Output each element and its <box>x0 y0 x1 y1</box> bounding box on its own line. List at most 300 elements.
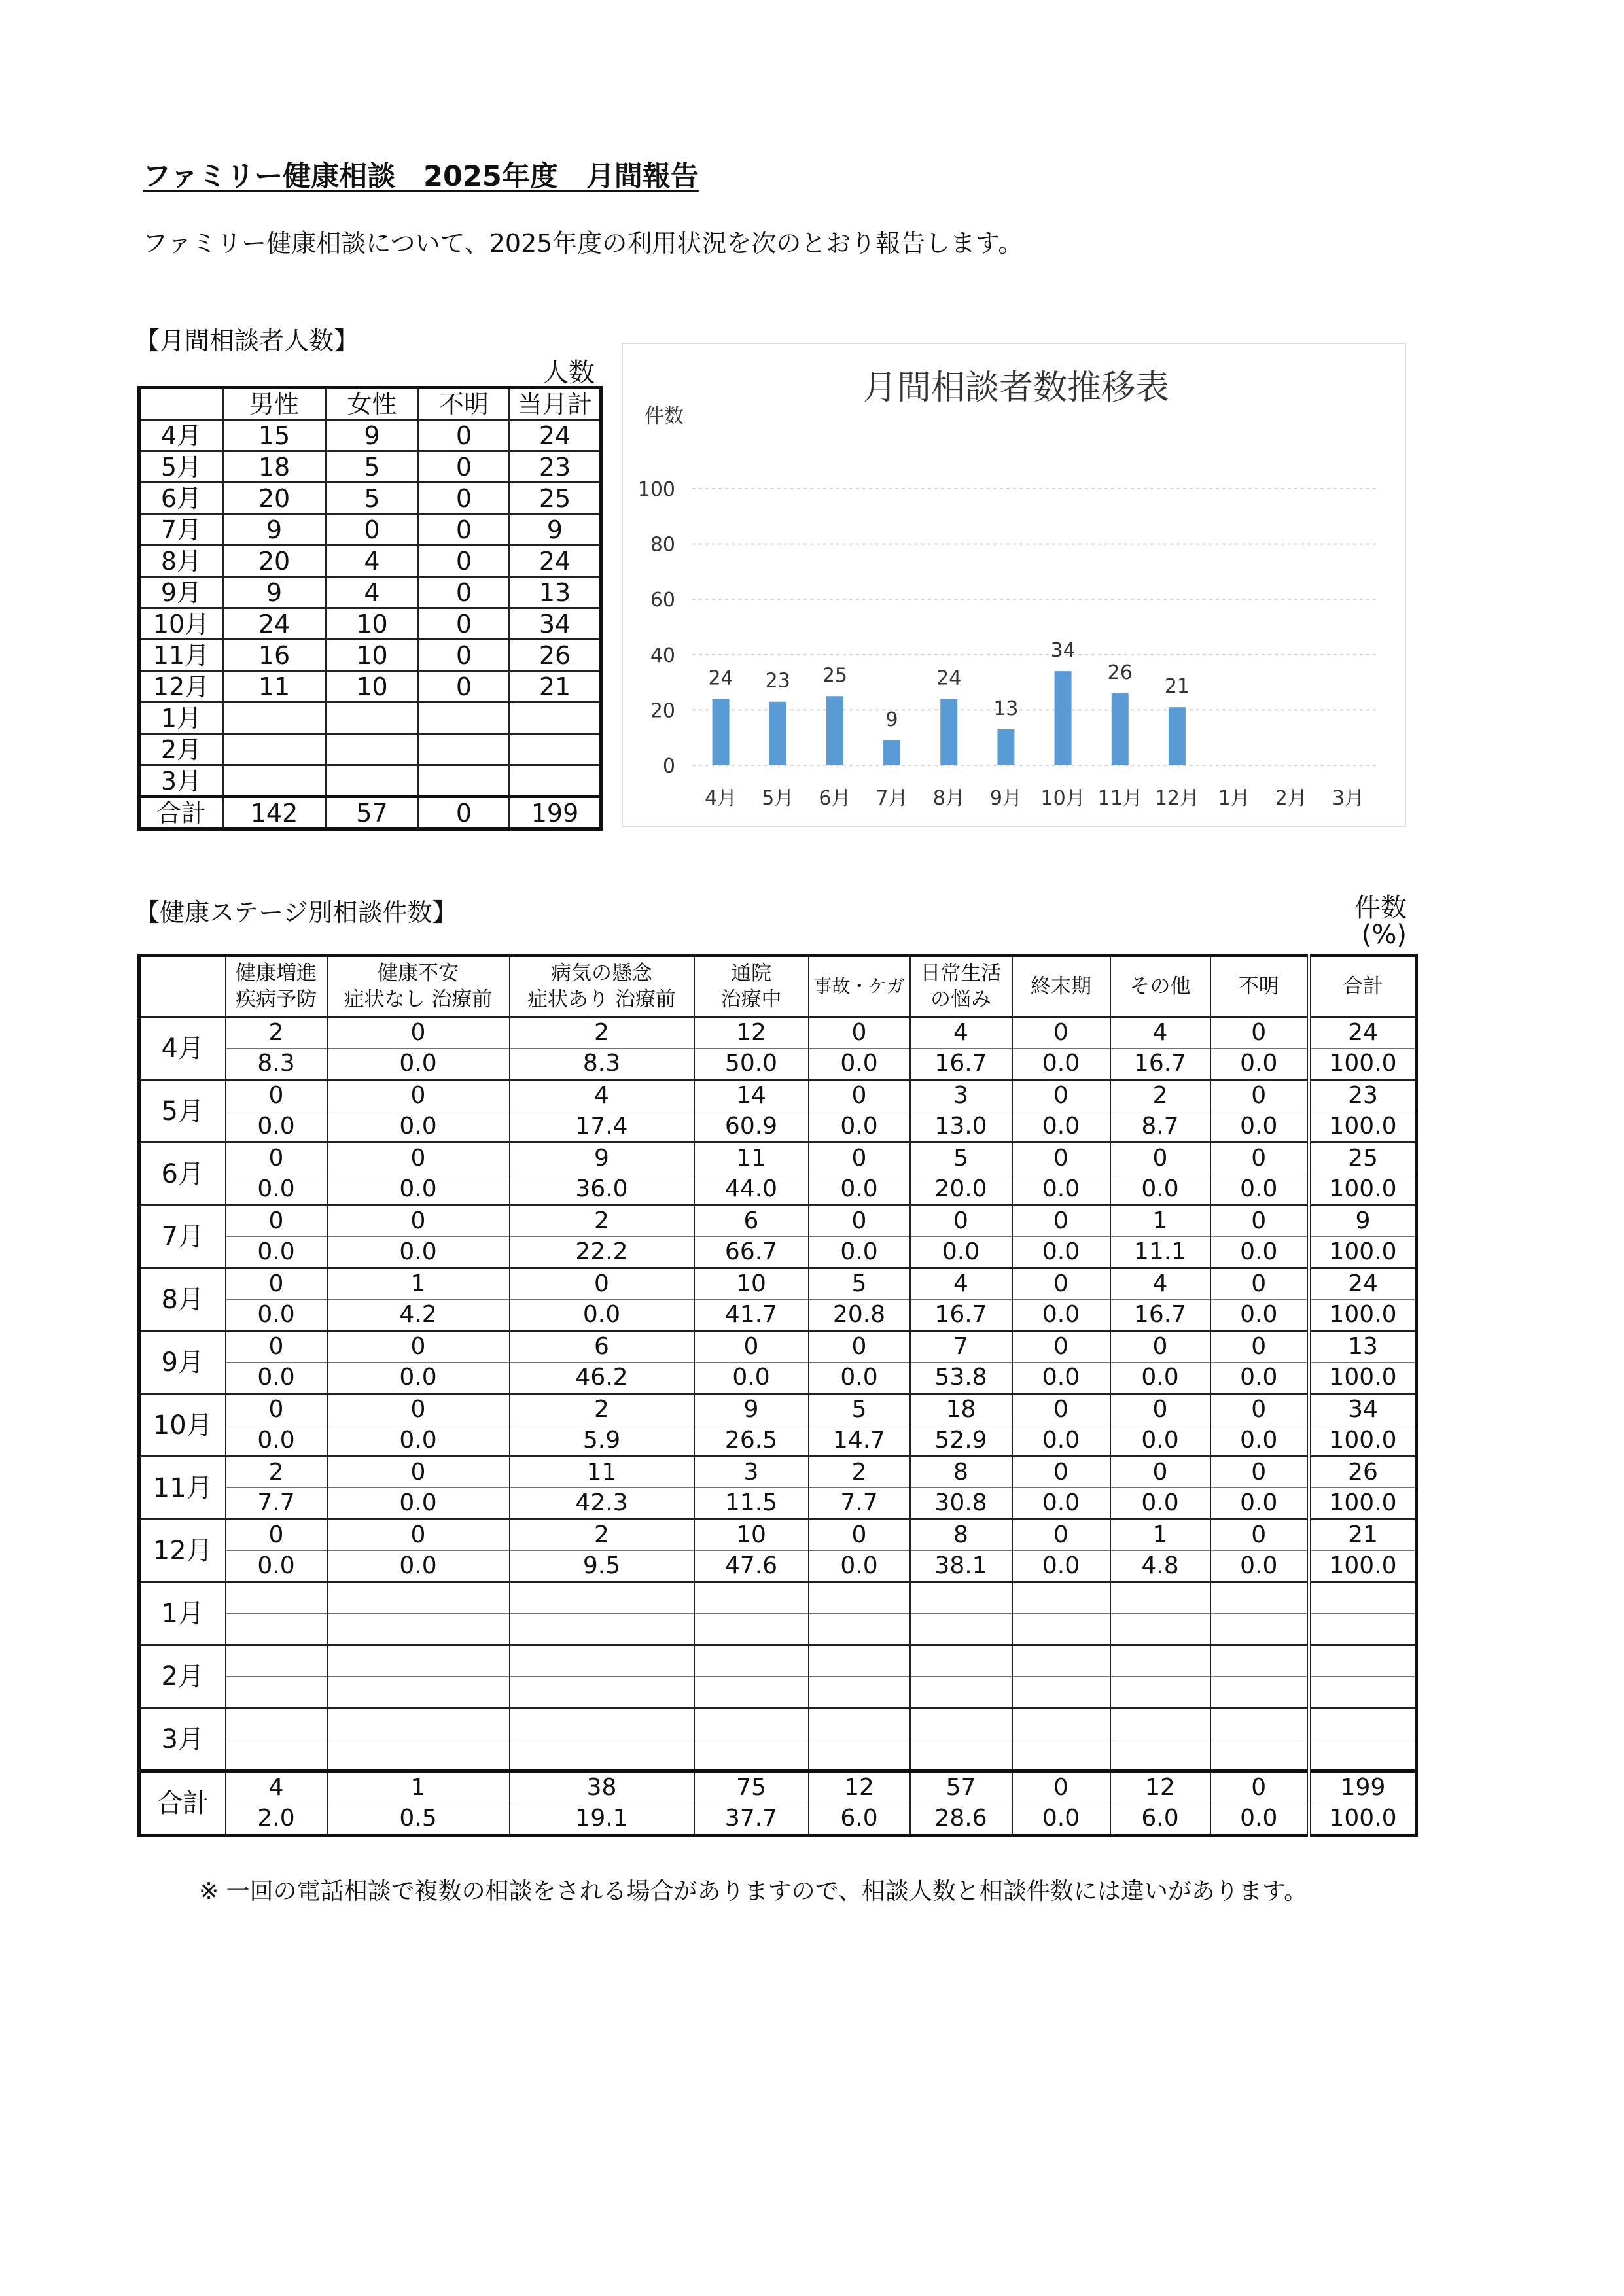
count-cell: 0 <box>809 1017 910 1049</box>
count-cell <box>809 1582 910 1614</box>
monthly-table-row <box>139 734 601 765</box>
count-cell: 0 <box>1012 1331 1110 1363</box>
percent-cell: 0.0 <box>1110 1363 1210 1394</box>
percent-cell <box>1309 1677 1417 1708</box>
month-label: 10月 <box>139 1394 226 1457</box>
y-tick-label: 60 <box>650 589 675 612</box>
monthly-table-row <box>139 671 601 703</box>
month-label: 3月 <box>139 1708 226 1771</box>
percent-cell: 0.0 <box>1110 1425 1210 1457</box>
percent-cell: 41.7 <box>694 1300 809 1331</box>
count-cell: 18 <box>910 1394 1012 1425</box>
percent-cell: 0.0 <box>327 1363 510 1394</box>
y-tick-label: 40 <box>650 644 675 667</box>
percent-cell: 0.0 <box>1210 1488 1309 1520</box>
count-cell: 0 <box>809 1520 910 1551</box>
count-cell: 24 <box>1309 1268 1417 1300</box>
count-cell: 0 <box>226 1331 327 1363</box>
count-cell: 0 <box>226 1268 327 1300</box>
value-cell: 24 <box>510 420 601 451</box>
percent-cell: 0.0 <box>1012 1551 1110 1582</box>
value-cell <box>419 703 510 734</box>
count-cell: 0 <box>327 1143 510 1174</box>
count-cell: 34 <box>1309 1394 1417 1425</box>
stage-total-percent-row <box>139 1803 1417 1835</box>
percent-cell: 0.0 <box>1210 1551 1309 1582</box>
count-cell: 0 <box>327 1457 510 1488</box>
count-cell: 0 <box>1110 1394 1210 1425</box>
monthly-section-title: 【月間相談者人数】 <box>135 326 359 355</box>
stage-count-row <box>139 1645 1417 1677</box>
percent-cell <box>694 1677 809 1708</box>
column-header-line2: 症状なし 治療前 <box>344 988 493 1011</box>
month-label: 2月 <box>139 1645 226 1708</box>
count-cell: 9 <box>1309 1206 1417 1237</box>
x-tick-label: 10月 <box>1040 787 1086 810</box>
percent-cell: 60.9 <box>694 1111 809 1143</box>
column-header-line2: 症状あり 治療前 <box>527 988 676 1011</box>
percent-cell <box>327 1614 510 1645</box>
count-cell: 9 <box>694 1394 809 1425</box>
column-header-line1: 日常生活 <box>920 962 1002 985</box>
column-header-male: 男性 <box>223 388 326 420</box>
count-cell: 0 <box>327 1331 510 1363</box>
count-cell: 25 <box>1309 1143 1417 1174</box>
percent-cell: 0.0 <box>226 1300 327 1331</box>
count-cell: 23 <box>1309 1080 1417 1111</box>
stage-percent-row <box>139 1488 1417 1520</box>
value-cell: 0 <box>419 514 510 546</box>
count-cell: 0 <box>1210 1017 1309 1049</box>
column-header <box>510 956 694 1017</box>
count-cell <box>1210 1582 1309 1614</box>
count-cell <box>1110 1582 1210 1614</box>
percent-cell: 20.8 <box>809 1300 910 1331</box>
percent-cell: 50.0 <box>694 1049 809 1080</box>
count-cell: 2 <box>226 1457 327 1488</box>
stage-section-title: 【健康ステージ別相談件数】 <box>135 898 457 927</box>
value-cell: 24 <box>510 546 601 577</box>
percent-cell: 0.0 <box>1012 1300 1110 1331</box>
count-cell: 3 <box>910 1080 1012 1111</box>
count-cell: 5 <box>910 1143 1012 1174</box>
count-cell: 2 <box>510 1520 694 1551</box>
percent-cell: 9.5 <box>510 1551 694 1582</box>
percent-cell: 37.7 <box>694 1803 809 1835</box>
bar <box>883 740 900 765</box>
percent-cell: 30.8 <box>910 1488 1012 1520</box>
count-cell: 0 <box>510 1268 694 1300</box>
count-cell: 0 <box>1012 1771 1110 1803</box>
y-axis-label: 件数 <box>644 405 684 428</box>
count-cell <box>1210 1708 1309 1739</box>
count-cell: 24 <box>1309 1017 1417 1049</box>
percent-cell: 22.2 <box>510 1237 694 1268</box>
value-cell: 142 <box>223 797 326 829</box>
percent-cell: 100.0 <box>1309 1803 1417 1835</box>
x-tick-label: 3月 <box>1332 787 1364 810</box>
percent-cell: 0.0 <box>809 1551 910 1582</box>
column-header-female: 女性 <box>326 388 419 420</box>
x-tick-label: 11月 <box>1097 787 1142 810</box>
stage-count-row <box>139 1080 1417 1111</box>
month-label: 2月 <box>139 734 223 765</box>
month-label: 7月 <box>139 514 223 546</box>
count-cell: 75 <box>694 1771 809 1803</box>
count-cell: 0 <box>809 1331 910 1363</box>
column-header-line1: 終末期 <box>1031 975 1091 998</box>
count-cell: 0 <box>1012 1017 1110 1049</box>
column-header-month-total: 当月計 <box>510 388 601 420</box>
stage-percent-row <box>139 1174 1417 1206</box>
count-cell: 0 <box>809 1206 910 1237</box>
value-cell: 11 <box>223 671 326 703</box>
x-tick-label: 4月 <box>705 787 737 810</box>
column-header <box>1210 956 1309 1017</box>
percent-cell: 16.7 <box>910 1049 1012 1080</box>
percent-cell: 16.7 <box>1110 1300 1210 1331</box>
stage-count-row <box>139 1708 1417 1739</box>
monthly-table-unit: 人数 <box>542 358 595 388</box>
bar <box>997 729 1014 765</box>
data-label: 13 <box>993 697 1019 721</box>
count-cell: 2 <box>510 1394 694 1425</box>
count-cell <box>1110 1708 1210 1739</box>
value-cell: 10 <box>326 608 419 640</box>
count-cell: 0 <box>809 1143 910 1174</box>
value-cell: 0 <box>419 608 510 640</box>
percent-cell: 0.0 <box>327 1488 510 1520</box>
data-label: 24 <box>708 667 733 690</box>
count-cell: 0 <box>910 1206 1012 1237</box>
value-cell <box>510 765 601 797</box>
count-cell: 0 <box>327 1520 510 1551</box>
percent-cell: 0.0 <box>1012 1237 1110 1268</box>
stage-table-body <box>139 1017 1417 1835</box>
percent-cell: 4.8 <box>1110 1551 1210 1582</box>
count-cell: 1 <box>1110 1206 1210 1237</box>
count-cell: 2 <box>510 1206 694 1237</box>
data-label: 25 <box>822 664 848 687</box>
stage-total-count-row <box>139 1771 1417 1803</box>
value-cell: 0 <box>419 640 510 671</box>
footnote: ※ 一回の電話相談で複数の相談をされる場合がありますので、相談人数と相談件数には違いがあります。 <box>199 1878 1308 1905</box>
count-cell: 6 <box>510 1331 694 1363</box>
monthly-table-row <box>139 483 601 514</box>
column-header-line1: 通院 <box>731 962 771 985</box>
stage-table-corner <box>139 956 226 1017</box>
count-cell <box>327 1645 510 1677</box>
count-cell <box>510 1582 694 1614</box>
percent-cell <box>1110 1677 1210 1708</box>
percent-cell <box>694 1739 809 1771</box>
count-cell: 199 <box>1309 1771 1417 1803</box>
x-tick-label: 8月 <box>932 787 965 810</box>
count-cell: 0 <box>1210 1143 1309 1174</box>
stage-count-row <box>139 1268 1417 1300</box>
percent-cell: 20.0 <box>910 1174 1012 1206</box>
count-cell: 12 <box>1110 1771 1210 1803</box>
percent-cell: 0.0 <box>226 1551 327 1582</box>
count-cell <box>1309 1645 1417 1677</box>
count-cell: 2 <box>510 1017 694 1049</box>
stage-count-row <box>139 1457 1417 1488</box>
column-header <box>327 956 510 1017</box>
percent-cell: 44.0 <box>694 1174 809 1206</box>
percent-cell: 0.0 <box>327 1111 510 1143</box>
column-header-line1: 事故・ケガ <box>813 975 905 997</box>
stage-table-unit-count: 件数 <box>1354 893 1407 923</box>
value-cell <box>326 734 419 765</box>
value-cell: 16 <box>223 640 326 671</box>
value-cell: 0 <box>419 546 510 577</box>
bar <box>826 696 843 765</box>
bar <box>769 702 786 765</box>
count-cell: 0 <box>1110 1457 1210 1488</box>
value-cell: 24 <box>223 608 326 640</box>
month-label: 11月 <box>139 640 223 671</box>
value-cell: 4 <box>326 577 419 608</box>
monthly-table-row <box>139 514 601 546</box>
column-header <box>694 956 809 1017</box>
percent-cell: 0.0 <box>809 1174 910 1206</box>
count-cell <box>1012 1708 1110 1739</box>
percent-cell <box>510 1614 694 1645</box>
column-header-line2: 疾病予防 <box>236 988 317 1011</box>
count-cell: 0 <box>226 1394 327 1425</box>
month-label: 3月 <box>139 765 223 797</box>
count-cell: 0 <box>694 1331 809 1363</box>
count-cell: 0 <box>1210 1457 1309 1488</box>
monthly-trend-chart <box>622 343 1406 827</box>
month-label: 7月 <box>139 1206 226 1268</box>
percent-cell <box>327 1739 510 1771</box>
value-cell: 4 <box>326 546 419 577</box>
monthly-table-row <box>139 765 601 797</box>
value-cell: 0 <box>419 671 510 703</box>
column-header-line1: その他 <box>1129 975 1191 998</box>
percent-cell: 100.0 <box>1309 1049 1417 1080</box>
percent-cell <box>1012 1677 1110 1708</box>
count-cell: 0 <box>1012 1143 1110 1174</box>
percent-cell: 11.1 <box>1110 1237 1210 1268</box>
percent-cell: 11.5 <box>694 1488 809 1520</box>
count-cell <box>694 1645 809 1677</box>
count-cell: 0 <box>1210 1520 1309 1551</box>
count-cell <box>910 1708 1012 1739</box>
stage-table-unit-percent: (%) <box>1361 920 1407 950</box>
value-cell: 0 <box>419 451 510 483</box>
count-cell: 8 <box>910 1520 1012 1551</box>
percent-cell <box>694 1614 809 1645</box>
monthly-table-row <box>139 420 601 451</box>
count-cell: 0 <box>1012 1080 1110 1111</box>
value-cell: 20 <box>223 546 326 577</box>
percent-cell <box>1110 1614 1210 1645</box>
value-cell: 10 <box>326 640 419 671</box>
month-label: 8月 <box>139 546 223 577</box>
value-cell: 9 <box>223 514 326 546</box>
x-tick-label: 6月 <box>819 787 851 810</box>
x-tick-label: 9月 <box>989 787 1022 810</box>
percent-cell <box>327 1677 510 1708</box>
percent-cell: 0.0 <box>1210 1803 1309 1835</box>
monthly-consultants-table <box>137 386 603 831</box>
percent-cell <box>1309 1739 1417 1771</box>
value-cell: 5 <box>326 483 419 514</box>
percent-cell: 36.0 <box>510 1174 694 1206</box>
value-cell: 21 <box>510 671 601 703</box>
total-label: 合計 <box>139 1771 226 1835</box>
month-label: 1月 <box>139 703 223 734</box>
percent-cell: 8.3 <box>510 1049 694 1080</box>
count-cell: 57 <box>910 1771 1012 1803</box>
percent-cell <box>1210 1739 1309 1771</box>
percent-cell: 0.0 <box>327 1425 510 1457</box>
value-cell <box>223 703 326 734</box>
stage-percent-row <box>139 1111 1417 1143</box>
percent-cell <box>1110 1739 1210 1771</box>
count-cell: 0 <box>1210 1206 1309 1237</box>
count-cell: 0 <box>327 1017 510 1049</box>
percent-cell: 0.0 <box>327 1551 510 1582</box>
count-cell: 0 <box>327 1206 510 1237</box>
percent-cell: 28.6 <box>910 1803 1012 1835</box>
value-cell <box>510 734 601 765</box>
percent-cell: 13.0 <box>910 1111 1012 1143</box>
percent-cell: 47.6 <box>694 1551 809 1582</box>
percent-cell <box>910 1739 1012 1771</box>
count-cell <box>327 1582 510 1614</box>
column-header <box>1309 956 1417 1017</box>
count-cell <box>1012 1645 1110 1677</box>
value-cell <box>419 734 510 765</box>
month-label: 6月 <box>139 1143 226 1206</box>
percent-cell: 100.0 <box>1309 1174 1417 1206</box>
percent-cell: 0.0 <box>1210 1237 1309 1268</box>
column-header <box>809 956 910 1017</box>
monthly-table-body <box>139 420 601 829</box>
column-header-line1: 合計 <box>1343 975 1383 998</box>
month-label: 5月 <box>139 1080 226 1143</box>
percent-cell: 0.0 <box>327 1237 510 1268</box>
count-cell: 0 <box>1012 1520 1110 1551</box>
x-tick-label: 5月 <box>762 787 794 810</box>
monthly-table-row <box>139 577 601 608</box>
count-cell: 2 <box>226 1017 327 1049</box>
month-label: 5月 <box>139 451 223 483</box>
monthly-table-header-row <box>139 388 601 420</box>
percent-cell: 0.0 <box>226 1174 327 1206</box>
month-label: 12月 <box>139 1520 226 1582</box>
value-cell: 0 <box>326 514 419 546</box>
value-cell: 34 <box>510 608 601 640</box>
percent-cell <box>1210 1677 1309 1708</box>
percent-cell: 52.9 <box>910 1425 1012 1457</box>
count-cell: 14 <box>694 1080 809 1111</box>
percent-cell: 100.0 <box>1309 1111 1417 1143</box>
bar <box>1169 707 1186 765</box>
stage-percent-row <box>139 1739 1417 1771</box>
month-label: 11月 <box>139 1457 226 1520</box>
percent-cell: 0.0 <box>1210 1049 1309 1080</box>
count-cell: 12 <box>694 1017 809 1049</box>
percent-cell: 0.0 <box>1012 1425 1110 1457</box>
monthly-table-corner <box>139 388 223 420</box>
percent-cell: 16.7 <box>1110 1049 1210 1080</box>
percent-cell: 0.0 <box>1012 1803 1110 1835</box>
percent-cell: 100.0 <box>1309 1300 1417 1331</box>
value-cell: 5 <box>326 451 419 483</box>
count-cell: 0 <box>1012 1268 1110 1300</box>
count-cell: 6 <box>694 1206 809 1237</box>
count-cell: 1 <box>1110 1520 1210 1551</box>
count-cell <box>327 1708 510 1739</box>
bar <box>1055 671 1072 765</box>
count-cell: 11 <box>510 1457 694 1488</box>
count-cell: 0 <box>226 1080 327 1111</box>
count-cell: 10 <box>694 1520 809 1551</box>
percent-cell: 0.0 <box>1210 1363 1309 1394</box>
count-cell <box>226 1708 327 1739</box>
month-label: 4月 <box>139 1017 226 1080</box>
stage-count-row <box>139 1143 1417 1174</box>
month-label: 10月 <box>139 608 223 640</box>
value-cell: 25 <box>510 483 601 514</box>
data-label: 26 <box>1107 661 1133 685</box>
percent-cell: 0.0 <box>327 1174 510 1206</box>
report-title: ファミリー健康相談 2025年度 月間報告 <box>143 160 699 193</box>
count-cell: 0 <box>809 1080 910 1111</box>
data-label: 24 <box>936 667 962 690</box>
value-cell: 9 <box>510 514 601 546</box>
count-cell: 0 <box>327 1080 510 1111</box>
percent-cell <box>1012 1614 1110 1645</box>
count-cell: 10 <box>694 1268 809 1300</box>
percent-cell: 16.7 <box>910 1300 1012 1331</box>
data-label: 23 <box>765 669 790 693</box>
value-cell <box>510 703 601 734</box>
x-tick-label: 7月 <box>875 787 908 810</box>
percent-cell: 100.0 <box>1309 1551 1417 1582</box>
percent-cell: 0.5 <box>327 1803 510 1835</box>
monthly-table-row <box>139 451 601 483</box>
value-cell: 10 <box>326 671 419 703</box>
percent-cell: 0.0 <box>226 1363 327 1394</box>
column-header-line2: の悩み <box>930 988 991 1011</box>
stage-count-row <box>139 1520 1417 1551</box>
count-cell: 4 <box>226 1771 327 1803</box>
count-cell: 7 <box>910 1331 1012 1363</box>
count-cell: 0 <box>1110 1331 1210 1363</box>
count-cell: 2 <box>809 1457 910 1488</box>
stage-count-row <box>139 1394 1417 1425</box>
count-cell <box>1012 1582 1110 1614</box>
stage-count-row <box>139 1017 1417 1049</box>
count-cell: 21 <box>1309 1520 1417 1551</box>
count-cell: 5 <box>809 1394 910 1425</box>
count-cell: 8 <box>910 1457 1012 1488</box>
percent-cell: 0.0 <box>1210 1425 1309 1457</box>
percent-cell: 8.3 <box>226 1049 327 1080</box>
month-label: 4月 <box>139 420 223 451</box>
percent-cell: 26.5 <box>694 1425 809 1457</box>
stage-table-header-row <box>139 956 1417 1017</box>
percent-cell: 0.0 <box>1012 1111 1110 1143</box>
percent-cell <box>510 1677 694 1708</box>
count-cell <box>1309 1708 1417 1739</box>
data-label: 21 <box>1164 675 1190 699</box>
